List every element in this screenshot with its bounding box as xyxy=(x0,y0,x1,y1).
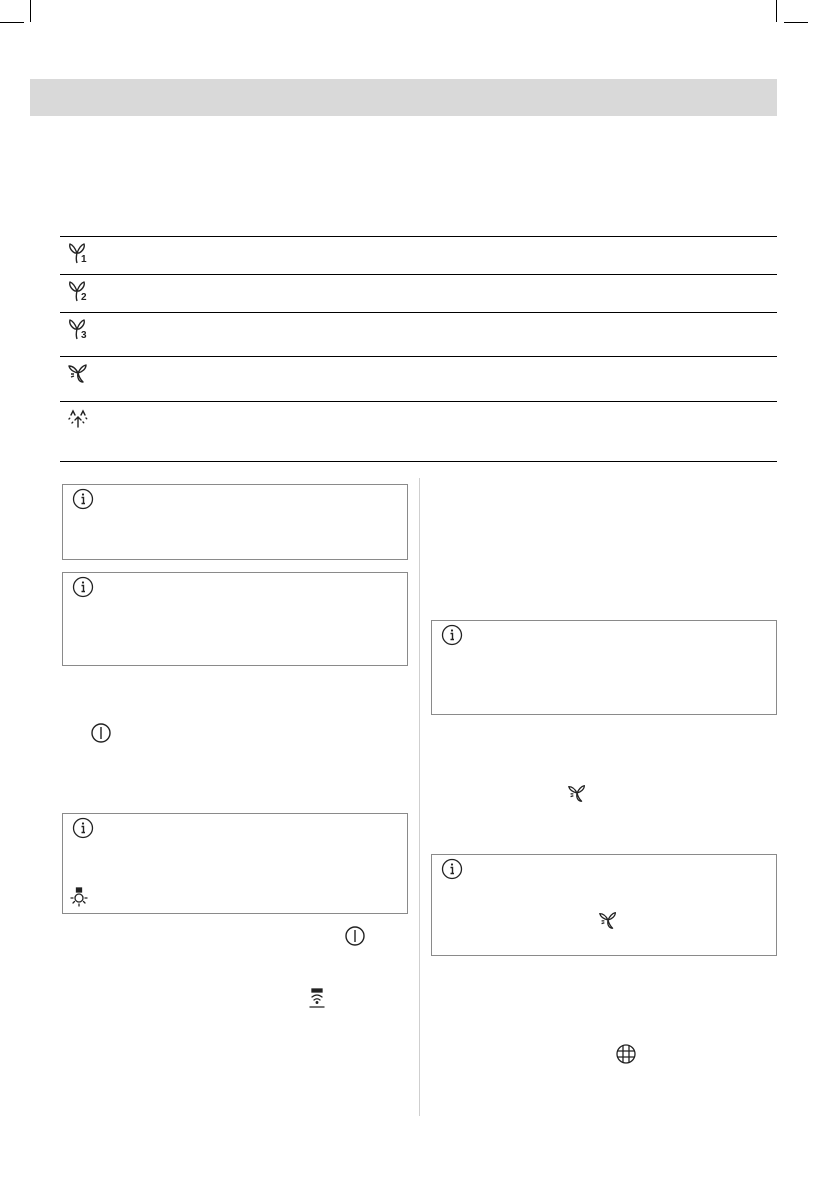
column-divider xyxy=(419,478,420,1116)
breeze-icon xyxy=(66,405,90,429)
table-top-rule xyxy=(60,236,777,237)
fan-boost-icon xyxy=(566,782,588,804)
info-icon xyxy=(72,817,94,839)
table-rule-2 xyxy=(60,312,777,313)
grease-filter-icon xyxy=(615,1043,637,1065)
info-note-3 xyxy=(62,813,408,914)
fan-speed-table xyxy=(0,0,839,470)
table-rule-4 xyxy=(60,401,777,402)
fan-speed-3-icon xyxy=(66,317,90,341)
fan-boost-icon xyxy=(66,361,90,385)
power-icon xyxy=(344,925,366,947)
power-icon xyxy=(90,722,112,744)
table-rule-1 xyxy=(60,274,777,275)
info-note-2 xyxy=(62,572,408,666)
svg-text:1: 1 xyxy=(81,254,87,265)
info-note-5 xyxy=(431,854,777,956)
light-icon xyxy=(68,886,90,908)
fan-boost-icon xyxy=(597,909,619,931)
info-note-1 xyxy=(62,484,408,560)
fan-speed-2-icon xyxy=(66,279,90,303)
info-icon xyxy=(72,488,94,510)
svg-text:2: 2 xyxy=(81,292,87,303)
table-bottom-rule xyxy=(60,461,777,462)
fan-speed-1-icon xyxy=(66,241,90,265)
info-icon xyxy=(441,624,463,646)
svg-text:3: 3 xyxy=(81,330,87,341)
info-note-4 xyxy=(431,620,777,715)
table-rule-3 xyxy=(60,356,777,357)
info-icon xyxy=(441,858,463,880)
hob2hood-icon xyxy=(306,987,328,1009)
info-icon xyxy=(72,576,94,598)
